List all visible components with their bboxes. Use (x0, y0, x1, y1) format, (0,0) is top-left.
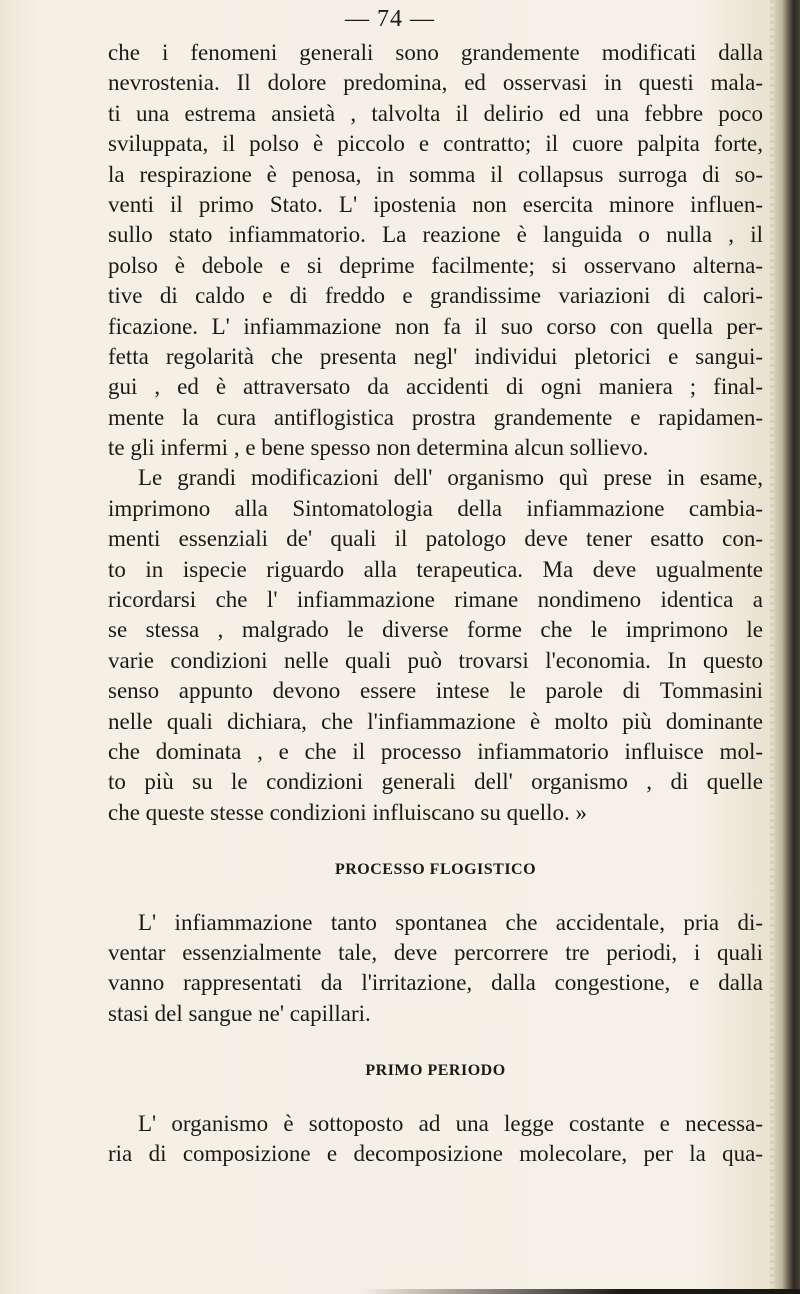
text-line: se stessa , malgrado le diverse forme che le imprimono le (108, 617, 763, 643)
text-line: polso è debole e si deprime facilmente; si osservano alterna- (108, 252, 763, 278)
text-line: te gli infermi , e bene spesso non determina alcun sollievo. (108, 435, 649, 461)
text-line: senso appunto devono essere intese le parole di Tommasini (108, 678, 763, 704)
text-line: Le grandi modificazioni dell' organismo quì prese in esame, (138, 465, 763, 491)
spacer (108, 1087, 763, 1109)
section-heading-processo-flogistico: PROCESSO FLOGISTICO (334, 861, 537, 879)
paragraph-3 (108, 908, 763, 1030)
text-line: sullo stato infiammatorio. La reazione è languida o nulla , il (108, 222, 763, 248)
text-line: che queste stesse condizioni influiscano su quello. » (108, 799, 588, 825)
text-line: to più su le condizioni generali dell' organismo , di quelle (108, 769, 763, 795)
text-line: ria di composizione e decomposizione molecolare, per la qua- (108, 1140, 763, 1166)
spacer (108, 1029, 763, 1056)
text-line: nelle quali dichiara, che l'infiammazione è molto più dominante (108, 708, 763, 734)
text-line: ventar essenzialmente tale, deve percorrere tre periodi, i quali (108, 939, 763, 965)
text-line: to in ispecie riguardo alla terapeutica. Ma deve ugualmente (108, 556, 763, 582)
text-line: che i fenomeni generali sono grandemente modificati dalla (108, 40, 763, 65)
text-line: mente la cura antiflogistica prostra grandemente e rapidamen- (108, 404, 763, 430)
paragraph-1 (108, 38, 763, 463)
spacer (108, 886, 763, 908)
paragraph-2 (108, 463, 763, 828)
paragraph-4 (108, 1109, 763, 1170)
text-line: ti una estrema ansietà , talvolta il delirio ed una febbre poco (108, 100, 763, 126)
text-line: vanno rappresentati da l'irritazione, dalla congestione, e dalla (108, 970, 763, 996)
section-heading-primo-periodo: PRIMO PERIODO (365, 1062, 506, 1080)
text-line: ficazione. L' infiammazione non fa il suo corso con quella per- (108, 313, 763, 339)
text-line: nevrostenia. Il dolore predomina, ed osservasi in questi mala- (108, 70, 763, 96)
text-line: L' organismo è sottoposto ad una legge costante e necessa- (138, 1110, 763, 1136)
text-line: tive di caldo e di freddo e grandissime variazioni di calori- (108, 283, 763, 309)
book-spine (774, 0, 800, 1294)
page-number: — 74 — (345, 6, 435, 32)
text-line: varie condizioni nelle quali può trovarsi l'economia. In questo (108, 647, 763, 673)
text-line: sviluppata, il polso è piccolo e contratto; il cuore palpita forte, (108, 131, 763, 157)
spacer (108, 828, 763, 855)
text-line: L' infiammazione tanto spontanea che accidentale, pria di- (138, 909, 763, 935)
bottom-edge-shadow (360, 1289, 800, 1294)
text-line: ricordarsi che l' infiammazione rimane nondimeno identica a (108, 587, 763, 613)
text-line: stasi del sangue ne' capillari. (108, 1000, 371, 1026)
text-line: menti essenziali de' quali il patologo deve tener esatto con- (108, 526, 763, 552)
text-line: imprimono alla Sintomatologia della infiammazione cambia- (108, 495, 763, 521)
text-line: la respirazione è penosa, in somma il collapsus surroga di so- (108, 161, 763, 187)
text-line: fetta regolarità che presenta negl' individui pletorici e sangui- (108, 343, 763, 369)
text-line: che dominata , e che il processo infiammatorio influisce mol- (108, 738, 763, 764)
text-line: venti il primo Stato. L' ipostenia non esercita minore influen- (108, 191, 763, 217)
text-body (108, 38, 763, 1169)
text-line: gui , ed è attraversato da accidenti di ogni maniera ; final- (108, 374, 763, 400)
